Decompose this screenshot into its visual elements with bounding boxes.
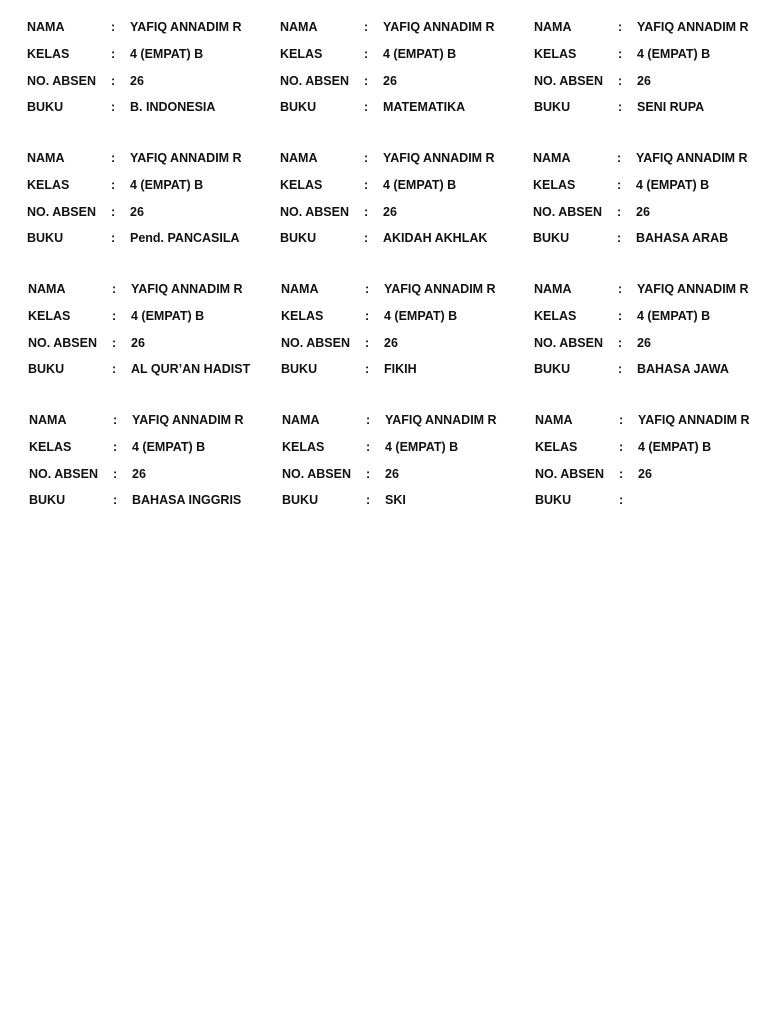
separator: : — [364, 100, 369, 114]
separator: : — [366, 493, 371, 507]
separator: : — [366, 413, 371, 427]
book-subject: MATEMATIKA — [383, 100, 466, 114]
separator: : — [617, 151, 622, 165]
field-key-absence: NO. ABSEN — [535, 467, 604, 481]
student-name: YAFIQ ANNADIM R — [132, 413, 244, 427]
field-key-class: KELAS — [534, 47, 577, 61]
book-label — [282, 411, 532, 521]
field-key-book: BUKU — [281, 362, 318, 376]
book-subject: B. INDONESIA — [130, 100, 216, 114]
student-class: 4 (EMPAT) B — [636, 178, 710, 192]
student-name: YAFIQ ANNADIM R — [637, 282, 749, 296]
separator: : — [617, 178, 622, 192]
separator: : — [617, 231, 622, 245]
separator: : — [364, 231, 369, 245]
absence-number: 26 — [383, 74, 397, 88]
absence-number: 26 — [130, 205, 144, 219]
separator: : — [113, 440, 118, 454]
field-key-class: KELAS — [29, 440, 72, 454]
separator: : — [365, 282, 370, 296]
student-class: 4 (EMPAT) B — [130, 47, 204, 61]
student-class: 4 (EMPAT) B — [637, 309, 711, 323]
student-class: 4 (EMPAT) B — [383, 178, 457, 192]
field-key-book: BUKU — [534, 100, 571, 114]
field-key-absence: NO. ABSEN — [27, 74, 96, 88]
field-key-name: NAMA — [27, 151, 65, 165]
book-subject: BAHASA ARAB — [636, 231, 729, 245]
field-key-name: NAMA — [281, 282, 319, 296]
separator: : — [619, 467, 624, 481]
separator: : — [619, 493, 624, 507]
book-subject: AKIDAH AKHLAK — [383, 231, 488, 245]
absence-number: 26 — [636, 205, 650, 219]
absence-number: 26 — [637, 74, 651, 88]
separator: : — [111, 20, 116, 34]
field-key-name: NAMA — [28, 282, 66, 296]
field-key-class: KELAS — [533, 178, 576, 192]
book-label — [533, 149, 768, 259]
separator: : — [112, 362, 117, 376]
field-key-book: BUKU — [533, 231, 570, 245]
field-key-absence: NO. ABSEN — [534, 74, 603, 88]
separator: : — [618, 100, 623, 114]
separator: : — [111, 231, 116, 245]
absence-number: 26 — [131, 336, 145, 350]
field-key-book: BUKU — [27, 231, 64, 245]
student-class: 4 (EMPAT) B — [130, 178, 204, 192]
separator: : — [364, 20, 369, 34]
separator: : — [364, 47, 369, 61]
field-key-book: BUKU — [280, 100, 317, 114]
field-key-name: NAMA — [280, 20, 318, 34]
student-name: YAFIQ ANNADIM R — [383, 20, 495, 34]
book-subject: FIKIH — [384, 362, 417, 376]
book-label — [281, 280, 531, 390]
field-key-book: BUKU — [27, 100, 64, 114]
separator: : — [364, 205, 369, 219]
separator: : — [618, 282, 623, 296]
student-class: 4 (EMPAT) B — [383, 47, 457, 61]
student-name: YAFIQ ANNADIM R — [637, 20, 749, 34]
book-subject: AL QUR’AN HADIST — [131, 362, 251, 376]
book-label — [27, 18, 277, 128]
field-key-name: NAMA — [280, 151, 318, 165]
book-subject: Pend. PANCASILA — [130, 231, 240, 245]
book-label — [27, 149, 277, 259]
book-subject: SKI — [385, 493, 406, 507]
absence-number: 26 — [385, 467, 399, 481]
separator: : — [111, 178, 116, 192]
student-class: 4 (EMPAT) B — [131, 309, 205, 323]
field-key-absence: NO. ABSEN — [29, 467, 98, 481]
separator: : — [112, 336, 117, 350]
field-key-book: BUKU — [282, 493, 319, 507]
separator: : — [111, 151, 116, 165]
absence-number: 26 — [637, 336, 651, 350]
separator: : — [365, 362, 370, 376]
separator: : — [111, 47, 116, 61]
student-class: 4 (EMPAT) B — [638, 440, 712, 454]
field-key-absence: NO. ABSEN — [280, 205, 349, 219]
field-key-name: NAMA — [534, 282, 572, 296]
book-subject: SENI RUPA — [637, 100, 705, 114]
separator: : — [112, 282, 117, 296]
book-label — [534, 280, 768, 390]
field-key-book: BUKU — [29, 493, 66, 507]
student-class: 4 (EMPAT) B — [132, 440, 206, 454]
separator: : — [618, 47, 623, 61]
separator: : — [619, 413, 624, 427]
field-key-absence: NO. ABSEN — [280, 74, 349, 88]
book-label — [535, 411, 768, 521]
separator: : — [618, 309, 623, 323]
field-key-absence: NO. ABSEN — [27, 205, 96, 219]
book-label — [280, 149, 530, 259]
student-name: YAFIQ ANNADIM R — [130, 20, 242, 34]
field-key-book: BUKU — [28, 362, 65, 376]
field-key-class: KELAS — [280, 47, 323, 61]
field-key-class: KELAS — [27, 47, 70, 61]
student-name: YAFIQ ANNADIM R — [636, 151, 748, 165]
book-subject: BAHASA JAWA — [637, 362, 729, 376]
field-key-name: NAMA — [533, 151, 571, 165]
student-class: 4 (EMPAT) B — [385, 440, 459, 454]
separator: : — [619, 440, 624, 454]
field-key-book: BUKU — [534, 362, 571, 376]
separator: : — [113, 413, 118, 427]
field-key-class: KELAS — [535, 440, 578, 454]
book-label — [28, 280, 278, 390]
separator: : — [113, 493, 118, 507]
field-key-absence: NO. ABSEN — [28, 336, 97, 350]
book-label — [280, 18, 530, 128]
separator: : — [366, 440, 371, 454]
field-key-name: NAMA — [282, 413, 320, 427]
student-name: YAFIQ ANNADIM R — [385, 413, 497, 427]
field-key-absence: NO. ABSEN — [281, 336, 350, 350]
field-key-name: NAMA — [535, 413, 573, 427]
student-name: YAFIQ ANNADIM R — [384, 282, 496, 296]
absence-number: 26 — [132, 467, 146, 481]
field-key-absence: NO. ABSEN — [533, 205, 602, 219]
book-label — [29, 411, 279, 521]
field-key-name: NAMA — [29, 413, 67, 427]
absence-number: 26 — [130, 74, 144, 88]
student-name: YAFIQ ANNADIM R — [638, 413, 750, 427]
separator: : — [618, 74, 623, 88]
separator: : — [618, 20, 623, 34]
field-key-class: KELAS — [282, 440, 325, 454]
book-label — [534, 18, 768, 128]
field-key-absence: NO. ABSEN — [282, 467, 351, 481]
student-class: 4 (EMPAT) B — [384, 309, 458, 323]
separator: : — [364, 74, 369, 88]
student-class: 4 (EMPAT) B — [637, 47, 711, 61]
field-key-book: BUKU — [535, 493, 572, 507]
separator: : — [618, 336, 623, 350]
separator: : — [113, 467, 118, 481]
separator: : — [366, 467, 371, 481]
separator: : — [617, 205, 622, 219]
field-key-name: NAMA — [27, 20, 65, 34]
separator: : — [111, 205, 116, 219]
absence-number: 26 — [638, 467, 652, 481]
field-key-class: KELAS — [27, 178, 70, 192]
separator: : — [111, 100, 116, 114]
absence-number: 26 — [384, 336, 398, 350]
separator: : — [111, 74, 116, 88]
separator: : — [364, 151, 369, 165]
field-key-class: KELAS — [28, 309, 71, 323]
separator: : — [365, 336, 370, 350]
field-key-class: KELAS — [534, 309, 577, 323]
separator: : — [112, 309, 117, 323]
field-key-class: KELAS — [281, 309, 324, 323]
student-name: YAFIQ ANNADIM R — [383, 151, 495, 165]
field-key-name: NAMA — [534, 20, 572, 34]
absence-number: 26 — [383, 205, 397, 219]
separator: : — [618, 362, 623, 376]
separator: : — [364, 178, 369, 192]
field-key-book: BUKU — [280, 231, 317, 245]
field-key-class: KELAS — [280, 178, 323, 192]
student-name: YAFIQ ANNADIM R — [131, 282, 243, 296]
field-key-absence: NO. ABSEN — [534, 336, 603, 350]
book-subject: BAHASA INGGRIS — [132, 493, 242, 507]
student-name: YAFIQ ANNADIM R — [130, 151, 242, 165]
separator: : — [365, 309, 370, 323]
